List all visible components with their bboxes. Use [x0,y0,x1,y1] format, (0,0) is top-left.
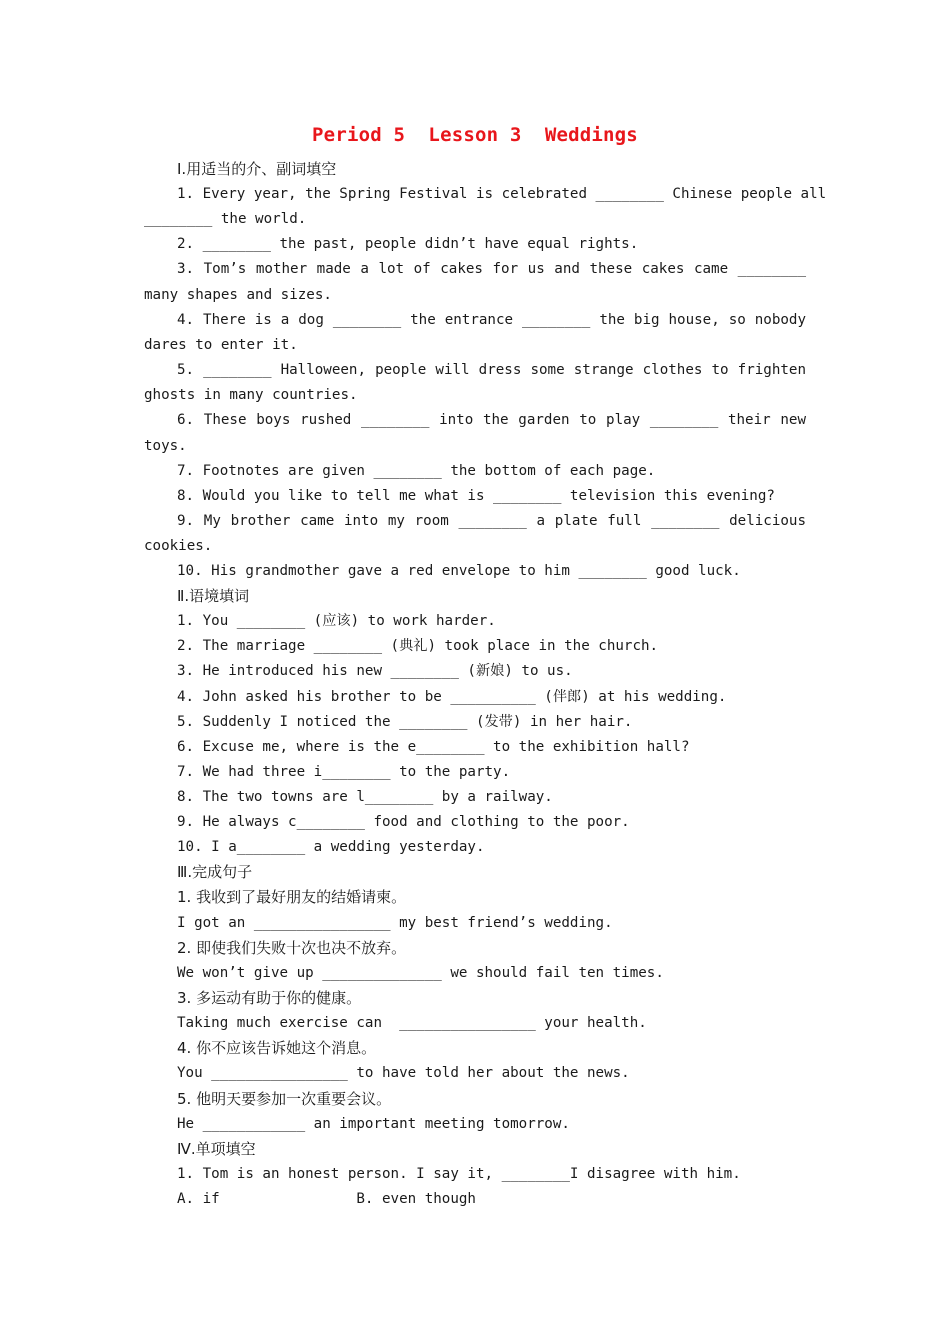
text-line: 10. His grandmother gave a red envelope to him ________ good luck. [177,563,741,579]
text-line: 1. You ________ (应该) to work harder. [177,613,496,629]
text-line: 3. Tom’s mother made a lot of cakes for us and these cakes came ________ [177,261,806,277]
text-line: ghosts in many countries. [144,387,358,403]
text-line: You ________________ to have told her about the news. [177,1065,630,1081]
text-line: Ⅳ.单项填空 [177,1140,256,1158]
text-line: Ⅲ.完成句子 [177,863,253,881]
text-line: 4. John asked his brother to be __________ (伴郎) at his wedding. [177,689,727,705]
text-line: 3. 多运动有助于你的健康。 [177,989,362,1007]
text-line: dares to enter it. [144,337,298,353]
text-line: 6. Excuse me, where is the e________ to the exhibition hall? [177,739,690,755]
text-line: 7. We had three i________ to the party. [177,764,511,780]
text-line: many shapes and sizes. [144,287,332,303]
text-line: 5. Suddenly I noticed the ________ (发带) in her hair. [177,714,633,730]
text-line: cookies. [144,538,213,554]
text-line: 9. He always c________ food and clothing to the poor. [177,814,630,830]
text-line: 2. 即使我们失败十次也决不放弃。 [177,939,407,957]
text-line: Taking much exercise can ________________ your health. [177,1015,647,1031]
text-line: Ⅰ.用适当的介、副词填空 [177,160,337,178]
text-line: We won’t give up ______________ we should fail ten times. [177,965,664,981]
text-line: 5. ________ Halloween, people will dress some strange clothes to frighten [177,362,806,378]
text-line: 9. My brother came into my room ________ a plate full ________ delicious [177,513,806,529]
text-line: ________ the world. [144,211,307,227]
text-line: 10. I a________ a wedding yesterday. [177,839,485,855]
text-line: toys. [144,438,187,454]
text-line: Ⅱ.语境填词 [177,587,250,605]
page-title: Period 5 Lesson 3 Weddings [312,124,638,146]
text-line: 2. ________ the past, people didn’t have equal rights. [177,236,639,252]
text-line: A. if B. even though [177,1191,476,1207]
text-line: 4. 你不应该告诉她这个消息。 [177,1039,377,1057]
text-line: 8. The two towns are l________ by a railway. [177,789,553,805]
text-line: 1. Every year, the Spring Festival is celebrated ________ Chinese people all [177,186,827,202]
text-line: 2. The marriage ________ (典礼) took place in the church. [177,638,659,654]
text-line: He ____________ an important meeting tomorrow. [177,1116,570,1132]
text-line: 7. Footnotes are given ________ the bottom of each page. [177,463,656,479]
text-line: I got an ________________ my best friend’s wedding. [177,915,613,931]
text-line: 3. He introduced his new ________ (新娘) to us. [177,663,573,679]
text-line: 8. Would you like to tell me what is ________ television this evening? [177,488,775,504]
text-line: 1. Tom is an honest person. I say it, ________I disagree with him. [177,1166,741,1182]
text-line: 6. These boys rushed ________ into the garden to play ________ their new [177,412,806,428]
text-line: 5. 他明天要参加一次重要会议。 [177,1090,392,1108]
text-line: 4. There is a dog ________ the entrance ________ the big house, so nobody [177,312,806,328]
text-line: 1. 我收到了最好朋友的结婚请柬。 [177,888,407,906]
